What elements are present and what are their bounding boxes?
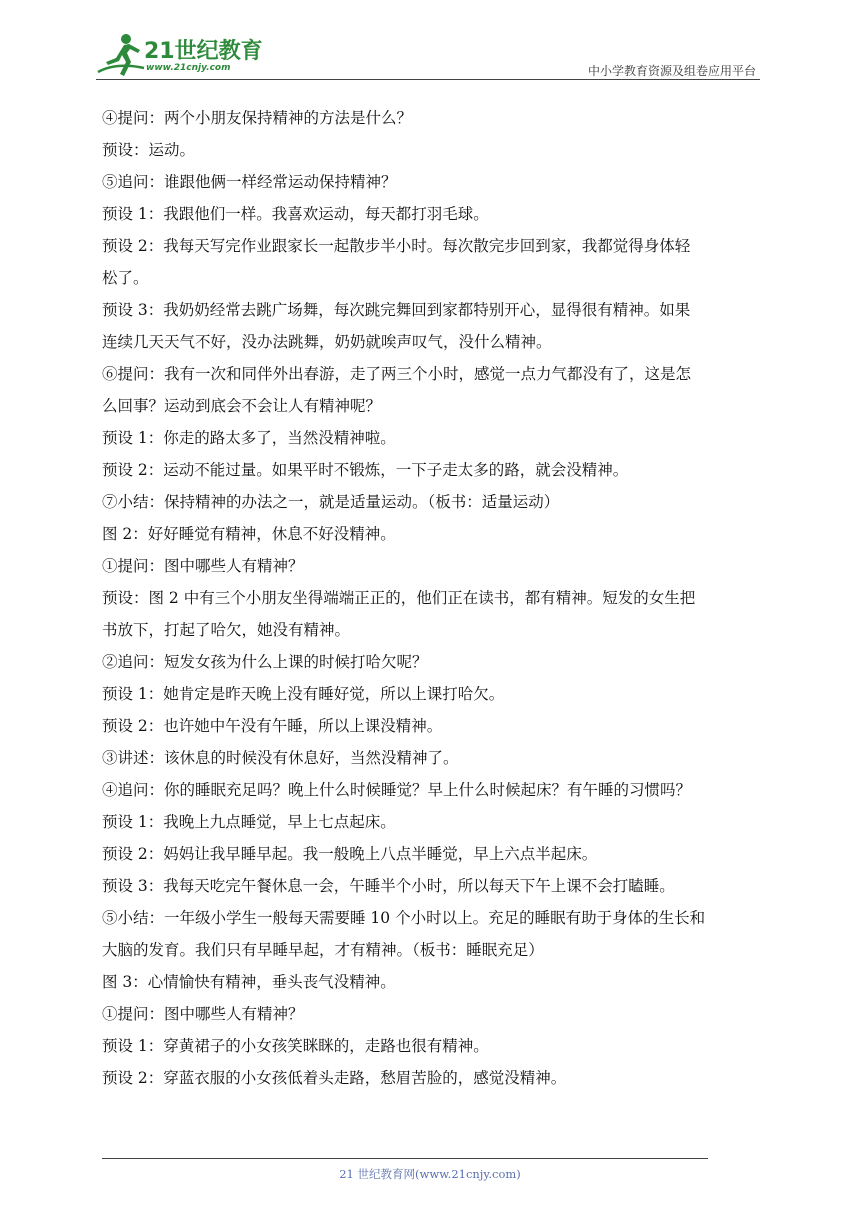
document-body	[102, 102, 764, 1094]
footer-divider	[102, 1158, 708, 1159]
text-line: 连续几天天气不好，没办法跳舞，奶奶就唉声叹气，没什么精神。	[102, 333, 552, 351]
text-line: 预设 3：我每天吃完午餐休息一会，午睡半个小时，所以每天下午上课不会打瞌睡。	[102, 877, 675, 895]
text-line: ⑦小结：保持精神的办法之一，就是适量运动。（板书：适量运动）	[102, 493, 560, 511]
logo-url: www.21cnjy.com	[146, 63, 231, 73]
text-line: 大脑的发育。我们只有早睡早起，才有精神。（板书：睡眠充足）	[102, 941, 544, 959]
text-line: 预设 1：她肯定是昨天晚上没有睡好觉，所以上课打哈欠。	[102, 685, 505, 703]
text-line: 预设 1：我跟他们一样。我喜欢运动，每天都打羽毛球。	[102, 205, 489, 223]
header-tagline: 中小学教育资源及组卷应用平台	[587, 64, 756, 78]
text-line: 预设 2：运动不能过量。如果平时不锻炼，一下子走太多的路，就会没精神。	[102, 461, 629, 479]
text-line: 预设 2：也许她中午没有午睡，所以上课没精神。	[102, 717, 443, 735]
text-line: 松了。	[102, 269, 149, 287]
text-line: 预设 2：穿蓝衣服的小女孩低着头走路，愁眉苦脸的，感觉没精神。	[102, 1069, 567, 1087]
text-line: ⑥提问：我有一次和同伴外出春游，走了两三个小时，感觉一点力气都没有了，这是怎	[102, 365, 692, 383]
text-line: 预设 2：我每天写完作业跟家长一起散步半小时。每次散完步回到家，我都觉得身体轻	[102, 237, 691, 255]
text-line: 预设：运动。	[102, 141, 196, 159]
section-heading: 图 3：心情愉快有精神，垂头丧气没精神。	[102, 973, 396, 991]
text-line: ⑤小结：一年级小学生一般每天需要睡 10 个小时以上。充足的睡眠有助于身体的生长和	[102, 909, 706, 927]
text-line: ④追问：你的睡眠充足吗？晚上什么时候睡觉？早上什么时候起床？有午睡的习惯吗？	[102, 781, 692, 799]
logo-text: 21世纪教育	[144, 39, 263, 64]
site-logo[interactable]	[96, 32, 266, 80]
text-line: 预设：图 2 中有三个小朋友坐得端端正正的，他们正在读书，都有精神。短发的女生把	[102, 589, 696, 607]
text-line: ②追问：短发女孩为什么上课的时候打哈欠呢？	[102, 653, 428, 671]
page-header	[0, 0, 860, 90]
text-line: 么回事？运动到底会不会让人有精神呢？	[102, 397, 382, 415]
text-line: 预设 1：你走的路太多了，当然没精神啦。	[102, 429, 396, 447]
text-line: ①提问：图中哪些人有精神？	[102, 1005, 304, 1023]
header-divider	[96, 79, 760, 80]
text-line: ③讲述：该休息的时候没有休息好，当然没精神了。	[102, 749, 459, 767]
text-line: 预设 1：我晚上九点睡觉，早上七点起床。	[102, 813, 396, 831]
text-line: ①提问：图中哪些人有精神？	[102, 557, 304, 575]
text-line: 预设 2：妈妈让我早睡早起。我一般晚上八点半睡觉，早上六点半起床。	[102, 845, 598, 863]
text-line: 预设 3：我奶奶经常去跳广场舞，每次跳完舞回到家都特别开心，显得很有精神。如果	[102, 301, 691, 319]
section-heading: 图 2：好好睡觉有精神，休息不好没精神。	[102, 525, 396, 543]
running-figure-icon	[96, 32, 148, 78]
text-line: 预设 1：穿黄裙子的小女孩笑眯眯的，走路也很有精神。	[102, 1037, 489, 1055]
footer-link[interactable]: 21 世纪教育网(www.21cnjy.com)	[339, 1167, 521, 1181]
text-line: 书放下，打起了哈欠，她没有精神。	[102, 621, 351, 639]
text-line: ⑤追问：谁跟他俩一样经常运动保持精神？	[102, 173, 397, 191]
text-line: ④提问：两个小朋友保持精神的方法是什么？	[102, 109, 413, 127]
